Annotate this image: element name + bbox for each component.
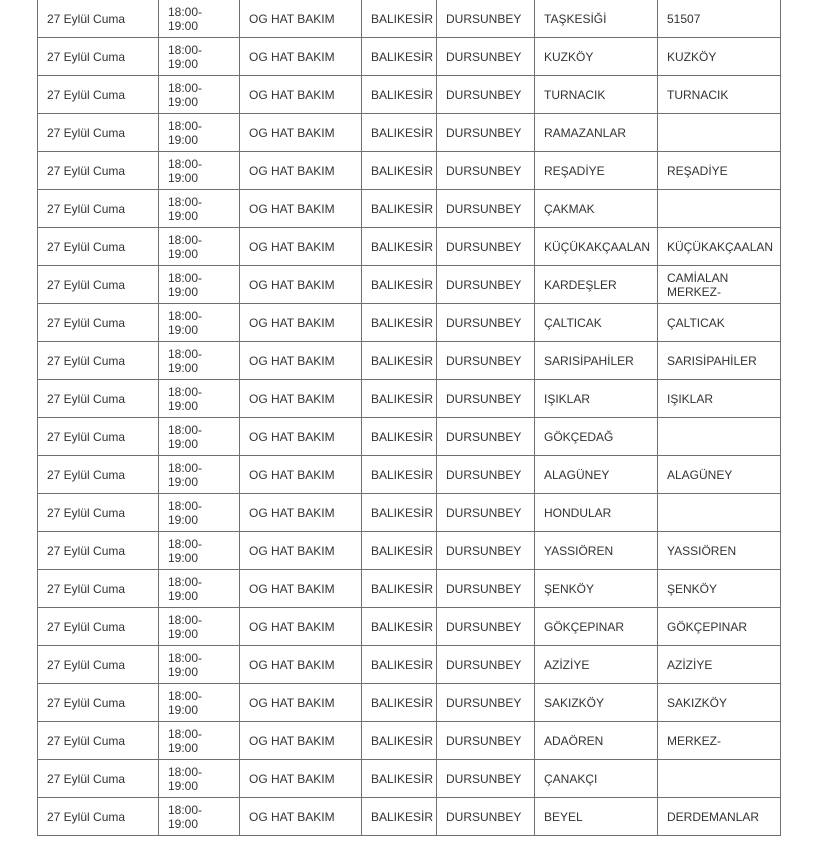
- street-cell: ALAGÜNEY: [658, 456, 781, 494]
- province-cell: BALIKESİR: [362, 342, 437, 380]
- neighborhood-cell: BEYEL: [535, 798, 658, 836]
- date-cell: 27 Eylül Cuma: [38, 608, 159, 646]
- date-cell: 27 Eylül Cuma: [38, 0, 159, 38]
- province-cell: BALIKESİR: [362, 608, 437, 646]
- date-cell: 27 Eylül Cuma: [38, 38, 159, 76]
- table-row: [38, 228, 781, 266]
- time-cell: 18:00-19:00: [159, 684, 240, 722]
- street-cell: AZİZİYE: [658, 646, 781, 684]
- street-cell: YASSIÖREN: [658, 532, 781, 570]
- district-cell: DURSUNBEY: [437, 190, 535, 228]
- time-cell: 18:00-19:00: [159, 418, 240, 456]
- neighborhood-cell: IŞIKLAR: [535, 380, 658, 418]
- work-type-cell: OG HAT BAKIM: [240, 760, 362, 798]
- neighborhood-cell: ALAGÜNEY: [535, 456, 658, 494]
- date-cell: 27 Eylül Cuma: [38, 76, 159, 114]
- work-type-cell: OG HAT BAKIM: [240, 76, 362, 114]
- neighborhood-cell: RAMAZANLAR: [535, 114, 658, 152]
- time-cell: 18:00-19:00: [159, 342, 240, 380]
- time-cell: 18:00-19:00: [159, 608, 240, 646]
- neighborhood-cell: ÇANAKÇI: [535, 760, 658, 798]
- street-cell: REŞADİYE: [658, 152, 781, 190]
- table-row: [38, 114, 781, 152]
- date-cell: 27 Eylül Cuma: [38, 342, 159, 380]
- table-row: [38, 418, 781, 456]
- neighborhood-cell: ÇALTICAK: [535, 304, 658, 342]
- work-type-cell: OG HAT BAKIM: [240, 304, 362, 342]
- street-cell: GÖKÇEPINAR: [658, 608, 781, 646]
- district-cell: DURSUNBEY: [437, 342, 535, 380]
- neighborhood-cell: SARISİPAHİLER: [535, 342, 658, 380]
- time-cell: 18:00-19:00: [159, 152, 240, 190]
- date-cell: 27 Eylül Cuma: [38, 114, 159, 152]
- work-type-cell: OG HAT BAKIM: [240, 798, 362, 836]
- table-row: [38, 0, 781, 38]
- neighborhood-cell: HONDULAR: [535, 494, 658, 532]
- province-cell: BALIKESİR: [362, 570, 437, 608]
- province-cell: BALIKESİR: [362, 646, 437, 684]
- table-row: [38, 266, 781, 304]
- district-cell: DURSUNBEY: [437, 570, 535, 608]
- district-cell: DURSUNBEY: [437, 798, 535, 836]
- work-type-cell: OG HAT BAKIM: [240, 380, 362, 418]
- outage-table-container: [37, 0, 780, 836]
- date-cell: 27 Eylül Cuma: [38, 722, 159, 760]
- district-cell: DURSUNBEY: [437, 114, 535, 152]
- work-type-cell: OG HAT BAKIM: [240, 456, 362, 494]
- time-cell: 18:00-19:00: [159, 722, 240, 760]
- street-cell: IŞIKLAR: [658, 380, 781, 418]
- time-cell: 18:00-19:00: [159, 114, 240, 152]
- street-cell: DERDEMANLAR: [658, 798, 781, 836]
- district-cell: DURSUNBEY: [437, 722, 535, 760]
- table-row: [38, 532, 781, 570]
- table-row: [38, 380, 781, 418]
- time-cell: 18:00-19:00: [159, 228, 240, 266]
- table-row: [38, 456, 781, 494]
- neighborhood-cell: TURNACIK: [535, 76, 658, 114]
- province-cell: BALIKESİR: [362, 228, 437, 266]
- time-cell: 18:00-19:00: [159, 798, 240, 836]
- work-type-cell: OG HAT BAKIM: [240, 152, 362, 190]
- district-cell: DURSUNBEY: [437, 494, 535, 532]
- work-type-cell: OG HAT BAKIM: [240, 532, 362, 570]
- work-type-cell: OG HAT BAKIM: [240, 342, 362, 380]
- neighborhood-cell: ÇAKMAK: [535, 190, 658, 228]
- time-cell: 18:00-19:00: [159, 76, 240, 114]
- street-cell: [658, 494, 781, 532]
- street-cell: [658, 418, 781, 456]
- street-cell: SARISİPAHİLER: [658, 342, 781, 380]
- neighborhood-cell: KÜÇÜKAKÇAALAN: [535, 228, 658, 266]
- date-cell: 27 Eylül Cuma: [38, 494, 159, 532]
- work-type-cell: OG HAT BAKIM: [240, 684, 362, 722]
- province-cell: BALIKESİR: [362, 798, 437, 836]
- work-type-cell: OG HAT BAKIM: [240, 646, 362, 684]
- province-cell: BALIKESİR: [362, 0, 437, 38]
- district-cell: DURSUNBEY: [437, 228, 535, 266]
- district-cell: DURSUNBEY: [437, 532, 535, 570]
- date-cell: 27 Eylül Cuma: [38, 646, 159, 684]
- work-type-cell: OG HAT BAKIM: [240, 38, 362, 76]
- time-cell: 18:00-19:00: [159, 760, 240, 798]
- time-cell: 18:00-19:00: [159, 456, 240, 494]
- date-cell: 27 Eylül Cuma: [38, 760, 159, 798]
- work-type-cell: OG HAT BAKIM: [240, 418, 362, 456]
- time-cell: 18:00-19:00: [159, 380, 240, 418]
- outage-table-body: [38, 0, 781, 836]
- date-cell: 27 Eylül Cuma: [38, 684, 159, 722]
- table-row: [38, 684, 781, 722]
- province-cell: BALIKESİR: [362, 114, 437, 152]
- street-cell: [658, 760, 781, 798]
- table-row: [38, 342, 781, 380]
- work-type-cell: OG HAT BAKIM: [240, 722, 362, 760]
- date-cell: 27 Eylül Cuma: [38, 304, 159, 342]
- province-cell: BALIKESİR: [362, 190, 437, 228]
- district-cell: DURSUNBEY: [437, 684, 535, 722]
- district-cell: DURSUNBEY: [437, 760, 535, 798]
- neighborhood-cell: ŞENKÖY: [535, 570, 658, 608]
- table-row: [38, 190, 781, 228]
- date-cell: 27 Eylül Cuma: [38, 532, 159, 570]
- province-cell: BALIKESİR: [362, 760, 437, 798]
- work-type-cell: OG HAT BAKIM: [240, 570, 362, 608]
- table-row: [38, 798, 781, 836]
- work-type-cell: OG HAT BAKIM: [240, 266, 362, 304]
- province-cell: BALIKESİR: [362, 38, 437, 76]
- neighborhood-cell: AZİZİYE: [535, 646, 658, 684]
- time-cell: 18:00-19:00: [159, 266, 240, 304]
- street-cell: ÇALTICAK: [658, 304, 781, 342]
- table-row: [38, 722, 781, 760]
- district-cell: DURSUNBEY: [437, 418, 535, 456]
- neighborhood-cell: KARDEŞLER: [535, 266, 658, 304]
- district-cell: DURSUNBEY: [437, 456, 535, 494]
- street-cell: [658, 114, 781, 152]
- province-cell: BALIKESİR: [362, 380, 437, 418]
- date-cell: 27 Eylül Cuma: [38, 456, 159, 494]
- date-cell: 27 Eylül Cuma: [38, 266, 159, 304]
- table-row: [38, 646, 781, 684]
- date-cell: 27 Eylül Cuma: [38, 152, 159, 190]
- neighborhood-cell: GÖKÇEPINAR: [535, 608, 658, 646]
- time-cell: 18:00-19:00: [159, 532, 240, 570]
- province-cell: BALIKESİR: [362, 532, 437, 570]
- province-cell: BALIKESİR: [362, 266, 437, 304]
- table-row: [38, 304, 781, 342]
- table-row: [38, 76, 781, 114]
- time-cell: 18:00-19:00: [159, 38, 240, 76]
- district-cell: DURSUNBEY: [437, 76, 535, 114]
- street-cell: TURNACIK: [658, 76, 781, 114]
- work-type-cell: OG HAT BAKIM: [240, 494, 362, 532]
- district-cell: DURSUNBEY: [437, 646, 535, 684]
- district-cell: DURSUNBEY: [437, 0, 535, 38]
- table-row: [38, 152, 781, 190]
- date-cell: 27 Eylül Cuma: [38, 380, 159, 418]
- neighborhood-cell: KUZKÖY: [535, 38, 658, 76]
- work-type-cell: OG HAT BAKIM: [240, 190, 362, 228]
- province-cell: BALIKESİR: [362, 494, 437, 532]
- province-cell: BALIKESİR: [362, 152, 437, 190]
- time-cell: 18:00-19:00: [159, 0, 240, 38]
- province-cell: BALIKESİR: [362, 684, 437, 722]
- neighborhood-cell: ADAÖREN: [535, 722, 658, 760]
- date-cell: 27 Eylül Cuma: [38, 190, 159, 228]
- date-cell: 27 Eylül Cuma: [38, 418, 159, 456]
- date-cell: 27 Eylül Cuma: [38, 228, 159, 266]
- neighborhood-cell: SAKIZKÖY: [535, 684, 658, 722]
- district-cell: DURSUNBEY: [437, 152, 535, 190]
- date-cell: 27 Eylül Cuma: [38, 798, 159, 836]
- neighborhood-cell: REŞADİYE: [535, 152, 658, 190]
- work-type-cell: OG HAT BAKIM: [240, 228, 362, 266]
- neighborhood-cell: TAŞKESİĞİ: [535, 0, 658, 38]
- province-cell: BALIKESİR: [362, 418, 437, 456]
- district-cell: DURSUNBEY: [437, 380, 535, 418]
- province-cell: BALIKESİR: [362, 76, 437, 114]
- district-cell: DURSUNBEY: [437, 608, 535, 646]
- work-type-cell: OG HAT BAKIM: [240, 0, 362, 38]
- district-cell: DURSUNBEY: [437, 38, 535, 76]
- time-cell: 18:00-19:00: [159, 570, 240, 608]
- time-cell: 18:00-19:00: [159, 494, 240, 532]
- street-cell: SAKIZKÖY: [658, 684, 781, 722]
- street-cell: KUZKÖY: [658, 38, 781, 76]
- date-cell: 27 Eylül Cuma: [38, 570, 159, 608]
- neighborhood-cell: GÖKÇEDAĞ: [535, 418, 658, 456]
- table-row: [38, 608, 781, 646]
- table-row: [38, 760, 781, 798]
- table-row: [38, 38, 781, 76]
- street-cell: [658, 190, 781, 228]
- province-cell: BALIKESİR: [362, 722, 437, 760]
- work-type-cell: OG HAT BAKIM: [240, 608, 362, 646]
- table-row: [38, 494, 781, 532]
- district-cell: DURSUNBEY: [437, 266, 535, 304]
- province-cell: BALIKESİR: [362, 456, 437, 494]
- province-cell: BALIKESİR: [362, 304, 437, 342]
- neighborhood-cell: YASSIÖREN: [535, 532, 658, 570]
- street-cell: ŞENKÖY: [658, 570, 781, 608]
- outage-table: [37, 0, 781, 836]
- time-cell: 18:00-19:00: [159, 646, 240, 684]
- district-cell: DURSUNBEY: [437, 304, 535, 342]
- time-cell: 18:00-19:00: [159, 304, 240, 342]
- table-row: [38, 570, 781, 608]
- street-cell: 51507: [658, 0, 781, 38]
- work-type-cell: OG HAT BAKIM: [240, 114, 362, 152]
- street-cell: KÜÇÜKAKÇAALAN: [658, 228, 781, 266]
- street-cell: CAMİALAN MERKEZ-: [658, 266, 781, 304]
- time-cell: 18:00-19:00: [159, 190, 240, 228]
- street-cell: MERKEZ-: [658, 722, 781, 760]
